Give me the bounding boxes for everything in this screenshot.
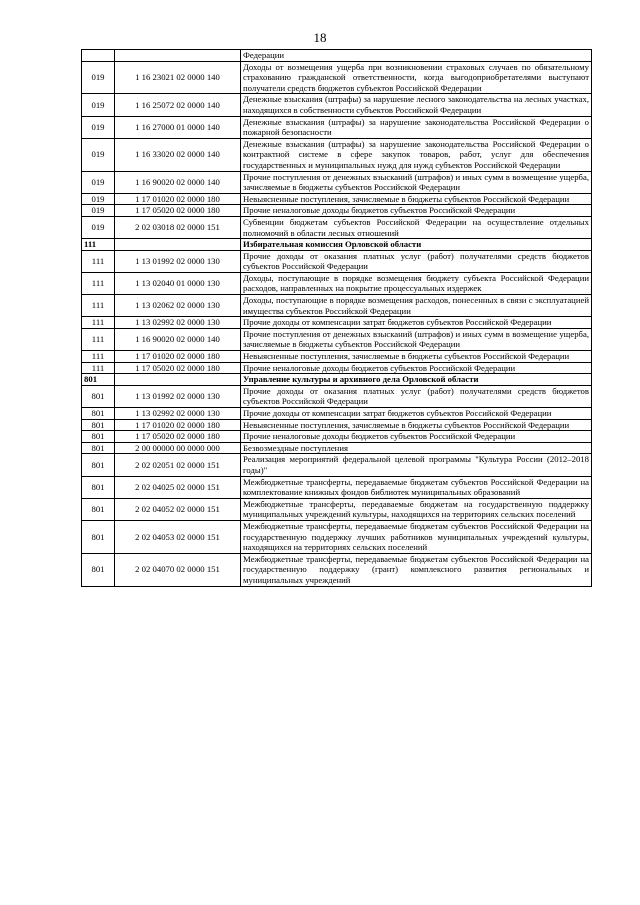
- admin-code-cell: 801: [82, 385, 115, 407]
- revenue-name-cell: Невыясненные поступления, зачисляемые в бюджеты субъектов Российской Федерации: [241, 193, 592, 205]
- table-row: [82, 431, 592, 443]
- admin-code-cell: 019: [82, 116, 115, 138]
- revenue-name-cell: Прочие неналоговые доходы бюджетов субъектов Российской Федерации: [241, 362, 592, 374]
- revenue-name-cell: Доходы, поступающие в порядке возмещения расходов, понесенных в связи с эксплуатацией имущества субъектов Российской Федерации: [241, 295, 592, 317]
- table-row: [82, 171, 592, 193]
- admin-code-cell: 111: [82, 351, 115, 363]
- revenue-code-cell: 1 13 01992 02 0000 130: [115, 385, 241, 407]
- revenue-code-cell: [115, 50, 241, 62]
- revenue-code-cell: 1 17 05020 02 0000 180: [115, 205, 241, 217]
- revenue-code-cell: 1 16 27000 01 0000 140: [115, 116, 241, 138]
- revenue-code-cell: 2 00 00000 00 0000 000: [115, 442, 241, 454]
- revenue-name-cell: Управление культуры и архивного дела Орловской области: [241, 374, 592, 386]
- admin-code-cell: [82, 50, 115, 62]
- table-row: [82, 442, 592, 454]
- revenue-code-cell: 2 02 04052 02 0000 151: [115, 498, 241, 520]
- admin-code-cell: 111: [82, 328, 115, 350]
- admin-code-cell: 801: [82, 431, 115, 443]
- budget-revenue-table: [81, 49, 592, 587]
- table-row: [82, 476, 592, 498]
- table-row: [82, 419, 592, 431]
- revenue-code-cell: 1 17 01020 02 0000 180: [115, 351, 241, 363]
- revenue-name-cell: Невыясненные поступления, зачисляемые в бюджеты субъектов Российской Федерации: [241, 351, 592, 363]
- admin-code-cell: 801: [82, 553, 115, 586]
- revenue-name-cell: Прочие поступления от денежных взысканий (штрафов) и иных сумм в возмещение ущерба, зачисляемые в бюджеты субъектов Российской Федерации: [241, 328, 592, 350]
- revenue-name-cell: Денежные взыскания (штрафы) за нарушение лесного законодательства на лесных участках, находящихся в собственности субъектов Российской Федерации: [241, 94, 592, 116]
- admin-code-cell: 019: [82, 138, 115, 171]
- admin-code-cell: 019: [82, 193, 115, 205]
- revenue-code-cell: [115, 374, 241, 386]
- table-row: [82, 553, 592, 586]
- revenue-name-cell: Межбюджетные трансферты, передаваемые бюджетам на государственную поддержку муниципальных учреждений культуры, находящихся на территориях сельских поселений: [241, 498, 592, 520]
- revenue-code-cell: 1 17 05020 02 0000 180: [115, 431, 241, 443]
- revenue-code-cell: 1 17 01020 02 0000 180: [115, 419, 241, 431]
- table-row: [82, 138, 592, 171]
- page-number: 18: [313, 30, 327, 45]
- revenue-name-cell: Невыясненные поступления, зачисляемые в бюджеты субъектов Российской Федерации: [241, 419, 592, 431]
- admin-code-cell: 801: [82, 498, 115, 520]
- table-row: [82, 520, 592, 553]
- table-row: [82, 216, 592, 238]
- revenue-name-cell: Межбюджетные трансферты, передаваемые бюджетам субъектов Российской Федерации на государственную поддержку лучших работников муниципальных учреждений культуры, находящихся на территориях сельских поселений: [241, 520, 592, 553]
- revenue-code-cell: 1 16 25072 02 0000 140: [115, 94, 241, 116]
- admin-code-cell: 111: [82, 362, 115, 374]
- revenue-name-cell: Денежные взыскания (штрафы) за нарушение законодательства Российской Федерации о контрактной системе в сфере закупок товаров, работ, услуг для обеспечения государственных и муниципальных нужд для нужд субъектов Российской Федерации: [241, 138, 592, 171]
- revenue-code-cell: 1 13 02992 02 0000 130: [115, 317, 241, 329]
- revenue-code-cell: 1 13 02040 01 0000 130: [115, 272, 241, 294]
- revenue-name-cell: Денежные взыскания (штрафы) за нарушение законодательства Российской Федерации о пожарной безопасности: [241, 116, 592, 138]
- admin-code-cell: 019: [82, 205, 115, 217]
- section-header-row: [82, 239, 592, 251]
- table-row: [82, 61, 592, 94]
- admin-code-cell: 019: [82, 61, 115, 94]
- table-row: [82, 498, 592, 520]
- revenue-code-cell: 1 13 02062 02 0000 130: [115, 295, 241, 317]
- table-row: [82, 295, 592, 317]
- admin-code-cell: 801: [82, 476, 115, 498]
- admin-code-cell: 801: [82, 520, 115, 553]
- revenue-name-cell: Прочие доходы от компенсации затрат бюджетов субъектов Российской Федерации: [241, 408, 592, 420]
- revenue-name-cell: Прочие доходы от компенсации затрат бюджетов субъектов Российской Федерации: [241, 317, 592, 329]
- table-row: [82, 408, 592, 420]
- admin-code-cell: 801: [82, 442, 115, 454]
- table-row: [82, 116, 592, 138]
- admin-code-cell: 111: [82, 295, 115, 317]
- revenue-name-cell: Прочие доходы от оказания платных услуг (работ) получателями средств бюджетов субъектов Российской Федерации: [241, 385, 592, 407]
- table-row: [82, 385, 592, 407]
- revenue-code-cell: 1 16 90020 02 0000 140: [115, 328, 241, 350]
- revenue-name-cell: Прочие неналоговые доходы бюджетов субъектов Российской Федерации: [241, 205, 592, 217]
- table-row: [82, 94, 592, 116]
- revenue-code-cell: 1 16 23021 02 0000 140: [115, 61, 241, 94]
- revenue-code-cell: 1 13 01992 02 0000 130: [115, 250, 241, 272]
- revenue-name-cell: Прочие неналоговые доходы бюджетов субъектов Российской Федерации: [241, 431, 592, 443]
- admin-code-cell: 801: [82, 408, 115, 420]
- revenue-code-cell: 2 02 02051 02 0000 151: [115, 454, 241, 476]
- revenue-code-cell: 2 02 03018 02 0000 151: [115, 216, 241, 238]
- revenue-code-cell: 1 16 90020 02 0000 140: [115, 171, 241, 193]
- revenue-code-cell: 1 17 05020 02 0000 180: [115, 362, 241, 374]
- revenue-name-cell: Субвенции бюджетам субъектов Российской Федерации на осуществление отдельных полномочий в области лесных отношений: [241, 216, 592, 238]
- revenue-name-cell: Межбюджетные трансферты, передаваемые бюджетам субъектов Российской Федерации на комплектование книжных фондов библиотек муниципальных образований: [241, 476, 592, 498]
- revenue-name-cell: Избирательная комиссия Орловской области: [241, 239, 592, 251]
- revenue-code-cell: 1 16 33020 02 0000 140: [115, 138, 241, 171]
- table-row: [82, 351, 592, 363]
- revenue-code-cell: 2 02 04025 02 0000 151: [115, 476, 241, 498]
- revenue-code-cell: 2 02 04053 02 0000 151: [115, 520, 241, 553]
- revenue-name-cell: Прочие поступления от денежных взысканий (штрафов) и иных сумм в возмещение ущерба, зачисляемые в бюджеты субъектов Российской Федерации: [241, 171, 592, 193]
- admin-code-cell: 111: [82, 272, 115, 294]
- admin-code-cell: 111: [82, 317, 115, 329]
- table-row: [82, 50, 592, 62]
- admin-code-cell: 019: [82, 216, 115, 238]
- admin-code-cell: 019: [82, 94, 115, 116]
- table-row: [82, 454, 592, 476]
- revenue-code-cell: [115, 239, 241, 251]
- revenue-code-cell: 1 13 02992 02 0000 130: [115, 408, 241, 420]
- revenue-name-cell: Доходы, поступающие в порядке возмещения бюджету субъекта Российской Федерации расходов, направленных на покрытие процессуальных издержек: [241, 272, 592, 294]
- table-row: [82, 362, 592, 374]
- admin-code-cell: 111: [82, 239, 115, 251]
- revenue-name-cell: Безвозмездные поступления: [241, 442, 592, 454]
- admin-code-cell: 111: [82, 250, 115, 272]
- revenue-name-cell: Федерации: [241, 50, 592, 62]
- revenue-name-cell: Межбюджетные трансферты, передаваемые бюджетам субъектов Российской Федерации на государственную поддержку (грант) комплексного развития региональных и муниципальных учреждений: [241, 553, 592, 586]
- section-header-row: [82, 374, 592, 386]
- admin-code-cell: 019: [82, 171, 115, 193]
- table-row: [82, 205, 592, 217]
- revenue-name-cell: Реализация мероприятий федеральной целевой программы "Культура России (2012–2018 годы)": [241, 454, 592, 476]
- table-row: [82, 272, 592, 294]
- revenue-name-cell: Доходы от возмещения ущерба при возникновении страховых случаев по обязательному страхованию гражданской ответственности, когда выгодоприобретателями выступают получатели средств бюджетов субъектов Российской Федерации: [241, 61, 592, 94]
- revenue-code-cell: 2 02 04070 02 0000 151: [115, 553, 241, 586]
- table-row: [82, 328, 592, 350]
- table-row: [82, 193, 592, 205]
- admin-code-cell: 801: [82, 374, 115, 386]
- admin-code-cell: 801: [82, 454, 115, 476]
- admin-code-cell: 801: [82, 419, 115, 431]
- revenue-name-cell: Прочие доходы от оказания платных услуг (работ) получателями средств бюджетов субъектов Российской Федерации: [241, 250, 592, 272]
- table-row: [82, 317, 592, 329]
- revenue-code-cell: 1 17 01020 02 0000 180: [115, 193, 241, 205]
- table-row: [82, 250, 592, 272]
